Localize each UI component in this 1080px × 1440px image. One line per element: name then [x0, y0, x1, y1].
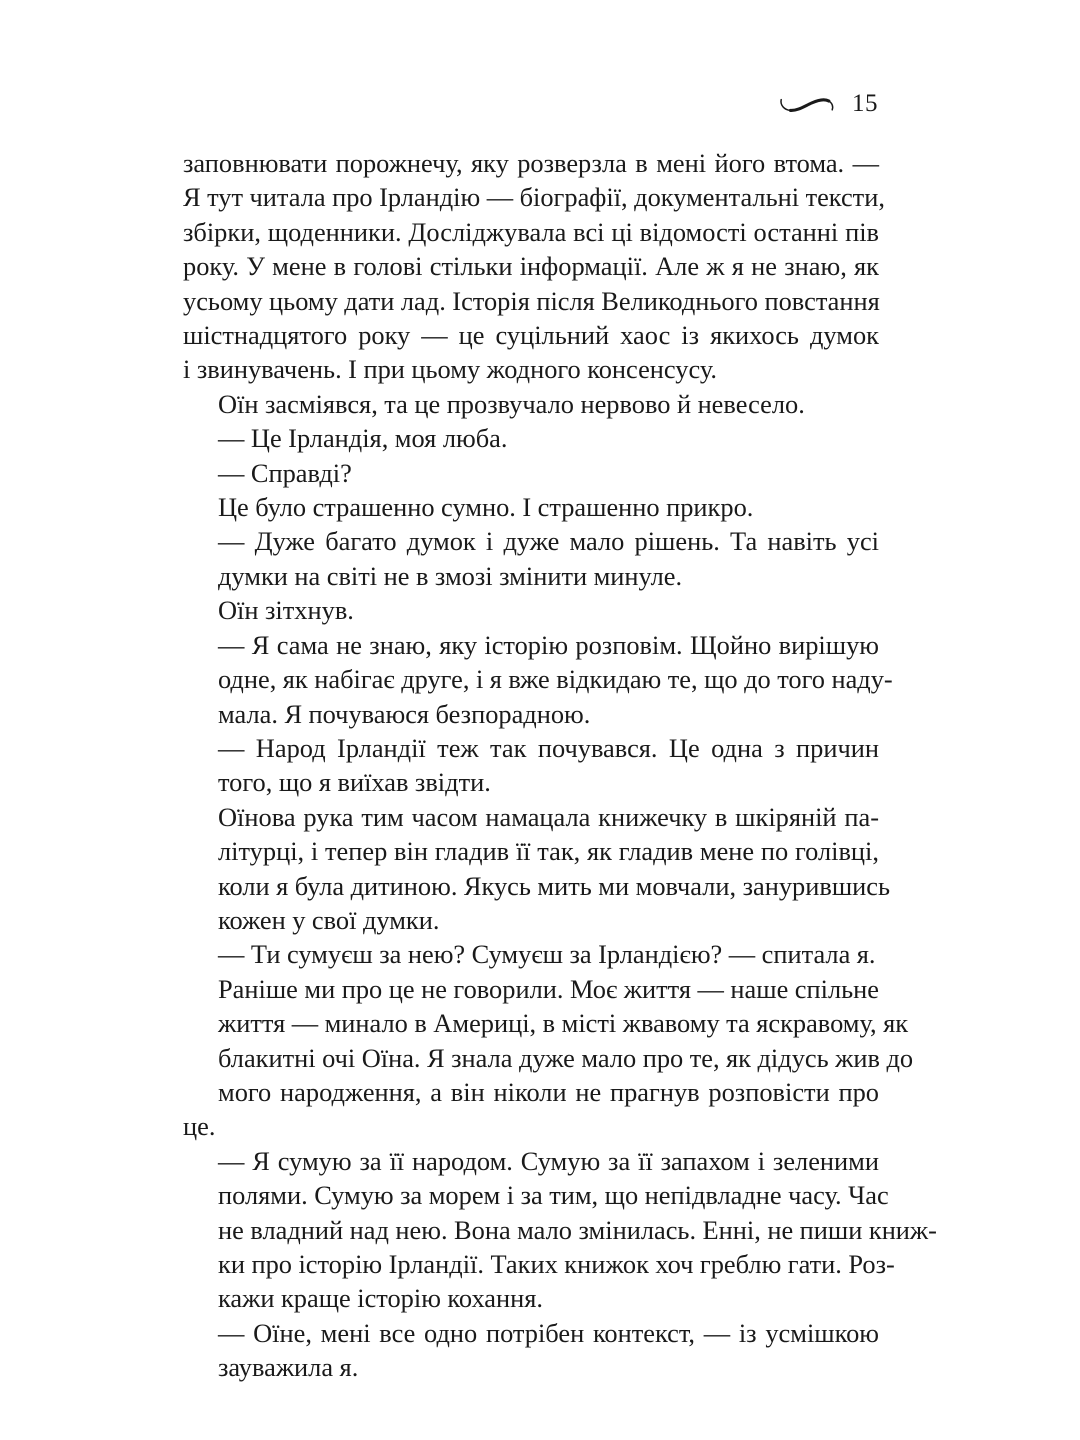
body-paragraph — [183, 456, 879, 490]
text-line: полями. Сумую за морем і за тим, що непідвладне часу. Час — [218, 1180, 889, 1211]
body-paragraph — [183, 628, 893, 731]
text-line: кажи краще історію кохання. — [218, 1283, 543, 1314]
text-line: думки на світі не в змозі змінити минуле. — [218, 560, 683, 591]
text-line: збірки, щоденники. Досліджувала всі ці відомості останні пів — [183, 216, 879, 247]
text-line: заповнювати порожнечу, яку розверзла в мені його втома. — — [183, 148, 879, 178]
body-paragraph — [183, 490, 879, 524]
body-text-block — [183, 146, 937, 1385]
text-line: шістнадцятого року — це суцільний хаос із якихось думок — [183, 320, 879, 351]
body-paragraph — [183, 524, 879, 593]
text-line: Я тут читала про Ірландію — біографії, документальні тексти, — [183, 182, 885, 213]
body-paragraph — [183, 593, 879, 627]
text-line: зауважила я. — [218, 1352, 359, 1383]
text-line: не владний над нею. Вона мало змінилась. Енні, не пиши книж- — [218, 1214, 937, 1245]
text-line: ки про історію Ірландії. Таких книжок хоч греблю гати. Роз- — [218, 1249, 895, 1279]
text-line: — Ти сумуєш за нею? Сумуєш за Ірландією? — спитала я. — [218, 939, 876, 970]
text-line: блакитні очі Оїна. Я знала дуже мало про те, як дідусь жив до — [218, 1042, 914, 1073]
body-paragraph — [183, 800, 891, 938]
body-paragraph — [183, 146, 885, 387]
body-paragraph — [183, 1144, 937, 1316]
text-line: — Оїне, мені все одно потрібен контекст, — із усмішкою — [218, 1317, 879, 1348]
swash-flourish-icon — [778, 91, 836, 117]
text-line: кожен у свої думки. — [218, 904, 440, 935]
text-line: мала. Я почуваюся безпорадною. — [218, 698, 591, 729]
text-line: того, що я виїхав звідти. — [218, 767, 491, 798]
text-line: Раніше ми про це не говорили. Моє життя — наше спільне — [218, 973, 879, 1004]
text-line: мого народження, а він ніколи не прагнув розповісти про це. — [183, 1076, 879, 1142]
text-line: Оїн зітхнув. — [218, 595, 354, 626]
body-paragraph — [183, 421, 879, 455]
text-line: — Я сама не знаю, яку історію розповім. Щойно вирішую — [218, 629, 879, 660]
text-line: — Справді? — [218, 457, 352, 488]
body-paragraph — [183, 937, 879, 971]
text-line: Це було страшенно сумно. І страшенно прикро. — [218, 492, 754, 523]
body-paragraph — [183, 731, 879, 800]
text-line: життя — минало в Америці, в місті жвавому та яскравому, як — [218, 1008, 909, 1039]
text-line: — Я сумую за її народом. Сумую за її запахом і зеленими — [218, 1145, 879, 1176]
running-head — [0, 82, 878, 126]
text-line: літурці, і тепер він гладив її так, як гладив мене по голівці, — [218, 836, 879, 867]
text-line: і звинувачень. І при цьому жодного консенсусу. — [183, 354, 718, 385]
body-paragraph — [183, 1316, 879, 1385]
text-line: Оїн засміявся, та це прозвучало нервово й невесело. — [218, 388, 805, 419]
body-paragraph — [183, 972, 914, 1144]
text-line: — Народ Ірландії теж так почувався. Це одна з причин — [218, 732, 879, 763]
text-line: року. У мене в голові стільки інформації. Але ж я не знаю, як — [183, 251, 879, 282]
text-line: — Дуже багато думок і дуже мало рішень. Та навіть усі — [218, 526, 879, 557]
text-line: одне, як набігає друге, і я вже відкидаю те, що до того наду- — [218, 664, 893, 695]
text-line: Оїнова рука тим часом намацала книжечку в шкіряній па- — [218, 801, 879, 832]
page-number: 15 — [852, 89, 878, 117]
text-line: усьому цьому дати лад. Історія після Великоднього повстання — [183, 285, 880, 316]
text-line: — Це Ірландія, моя люба. — [218, 423, 508, 454]
body-paragraph — [183, 387, 879, 421]
text-line: коли я була дитиною. Якусь мить ми мовчали, занурившись — [218, 870, 891, 901]
